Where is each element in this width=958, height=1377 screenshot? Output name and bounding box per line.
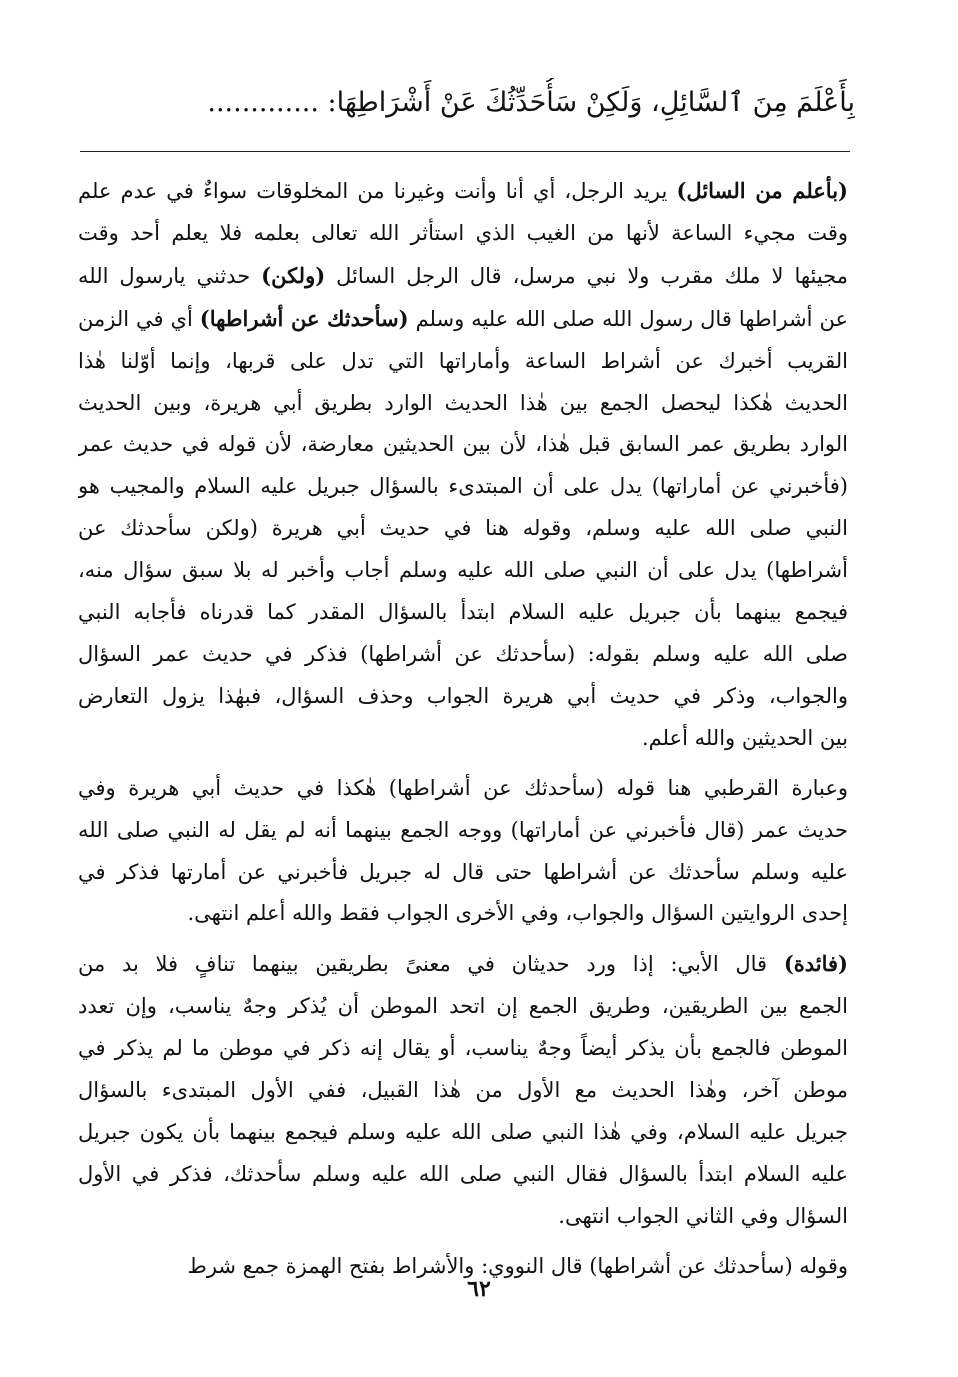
paragraph	[78, 943, 848, 1237]
bold-phrase: (سأحدثك عن أشراطها)	[199, 305, 409, 331]
text-line	[78, 1196, 848, 1238]
text-line	[78, 341, 848, 383]
text-line	[78, 986, 848, 1028]
text-segment: السؤال وفي الثاني الجواب انتهى.	[558, 1203, 848, 1228]
text-segment: القريب أخبرك عن أشراط الساعة وأماراتها التي تدل على قربها، وإنما أوّلنا هٰذا	[78, 348, 848, 373]
text-segment: أي في الزمن	[78, 306, 200, 331]
text-segment: (فأخبرني عن أماراتها) يدل على أن المبتدىء بالسؤال جبريل عليه السلام والمجيب هو	[78, 474, 848, 499]
text-segment: النبي صلى الله عليه وسلم، وقوله هنا في حديث أبي هريرة (ولكن سأحدثك عن	[78, 516, 848, 541]
text-line	[78, 718, 848, 760]
text-line	[78, 1028, 848, 1070]
text-line	[78, 1112, 848, 1154]
header-rule	[80, 151, 850, 152]
paragraph	[78, 768, 848, 936]
bold-phrase: (فائدة)	[783, 951, 848, 977]
text-line	[78, 893, 848, 935]
paragraph-gap	[78, 760, 848, 768]
text-line	[78, 550, 848, 592]
text-line	[78, 592, 848, 634]
text-segment: مجيئها لا ملك مقرب ولا نبي مرسل، قال الرجل السائل	[325, 263, 848, 288]
text-line	[78, 508, 848, 550]
text-line	[78, 466, 848, 508]
text-segment: عليه السلام ابتدأ بالسؤال فقال النبي صلى الله عليه وسلم سأحدثك، فذكر في الأول	[78, 1161, 848, 1186]
text-segment: وقوله (سأحدثك عن أشراطها) قال النووي: والأشراط بفتح الهمزة جمع شرط	[187, 1253, 848, 1278]
text-segment: وقت مجيء الساعة لأنها من الغيب الذي استأثر الله تعالى بعلمه فلا يعلم أحد وقت	[78, 220, 848, 245]
text-segment: بين الحديثين والله أعلم.	[641, 725, 848, 750]
running-header: بِأَعْلَمَ مِنَ ٱلسَّائِلِ، وَلَكِنْ سَأُحَدِّثُكَ عَنْ أَشْرَاطِهَا: .............	[207, 87, 855, 118]
text-line	[78, 213, 848, 255]
text-line	[78, 676, 848, 718]
text-line	[78, 634, 848, 676]
text-segment: أشراطها) يدل على أن النبي صلى الله عليه وسلم أجاب وأخبر له بلا سبق سؤال منه،	[78, 558, 848, 583]
text-segment: يريد الرجل، أي أنا وأنت وغيرنا من المخلوقات سواءٌ في عدم علم	[78, 179, 677, 203]
text-segment: موطن آخر، وهٰذا الحديث مع الأول من هٰذا القبيل، ففي الأول المبتدىء بالسؤال	[78, 1078, 848, 1103]
text-line	[78, 810, 848, 852]
text-segment: حديث عمر (قال فأخبرني عن أماراتها) ووجه الجمع بينهما أنه لم يقل له النبي صلى الله	[78, 817, 848, 842]
text-segment: الحديث هٰكذا ليحصل الجمع بين هٰذا الحديث الوارد بطريق أبي هريرة، وبين الحديث	[78, 390, 848, 415]
text-segment: الوارد بطريق عمر السابق قبل هٰذا، لأن بين الحديثين معارضة، لأن قوله في حديث عمر	[78, 432, 848, 457]
text-line	[78, 1154, 848, 1196]
text-line	[78, 768, 848, 810]
text-segment: قال الأبي: إذا ورد حديثان في معنىً بطريقين بينهما تنافٍ فلا بد من	[78, 952, 784, 977]
text-line	[78, 852, 848, 894]
text-line	[78, 943, 848, 986]
text-segment: فيجمع بينهما بأن جبريل عليه السلام ابتدأ بالسؤال المقدر كما قدرناه فأجابه النبي	[78, 600, 848, 625]
body-text	[78, 170, 848, 1288]
text-line	[78, 170, 848, 213]
paragraph-gap	[78, 935, 848, 943]
text-segment: وعبارة القرطبي هنا قوله (سأحدثك عن أشراطها) هٰكذا في حديث أبي هريرة وفي	[78, 775, 848, 800]
text-segment: الجمع بين الطريقين، وطريق الجمع إن اتحد الموطن أن يُذكر وجهٌ يناسب، وإن تعدد	[78, 994, 848, 1019]
page-number: ٦٢	[467, 1276, 491, 1302]
text-line	[78, 298, 848, 341]
text-segment: والجواب، وذكر في حديث أبي هريرة الجواب وحذف السؤال، فبهٰذا يزول التعارض	[78, 683, 848, 708]
bold-phrase: (ولكن)	[261, 262, 326, 288]
text-segment: إحدى الروايتين السؤال والجواب، وفي الأخرى الجواب فقط والله أعلم انتهى.	[187, 901, 848, 926]
text-line	[78, 424, 848, 466]
text-segment: عن أشراطها قال رسول الله صلى الله عليه وسلم	[408, 306, 848, 331]
text-segment: صلى الله عليه وسلم بقوله: (سأحدثك عن أشراطها) فذكر في حديث عمر السؤال	[78, 641, 848, 666]
text-line	[78, 255, 848, 298]
text-segment: الموطن فالجمع بأن يذكر أيضاً وجهٌ يناسب، أو يقال إنه ذكر في موطن ما لم يذكر في	[78, 1036, 848, 1061]
text-segment: عليه وسلم سأحدثك عن أشراطها حتى قال له جبريل فأخبرني عن أمارتها فذكر في	[78, 859, 848, 884]
text-segment: جبريل عليه السلام، وفي هٰذا النبي صلى الله عليه وسلم فيجمع بينهما بأن يكون جبريل	[78, 1119, 848, 1144]
text-line	[78, 1070, 848, 1112]
paragraph-gap	[78, 1238, 848, 1246]
paragraph	[78, 170, 848, 760]
text-segment: حدثني يارسول الله	[78, 263, 262, 288]
text-line	[78, 383, 848, 425]
bold-phrase: (بأعلم من السائل)	[676, 178, 848, 203]
